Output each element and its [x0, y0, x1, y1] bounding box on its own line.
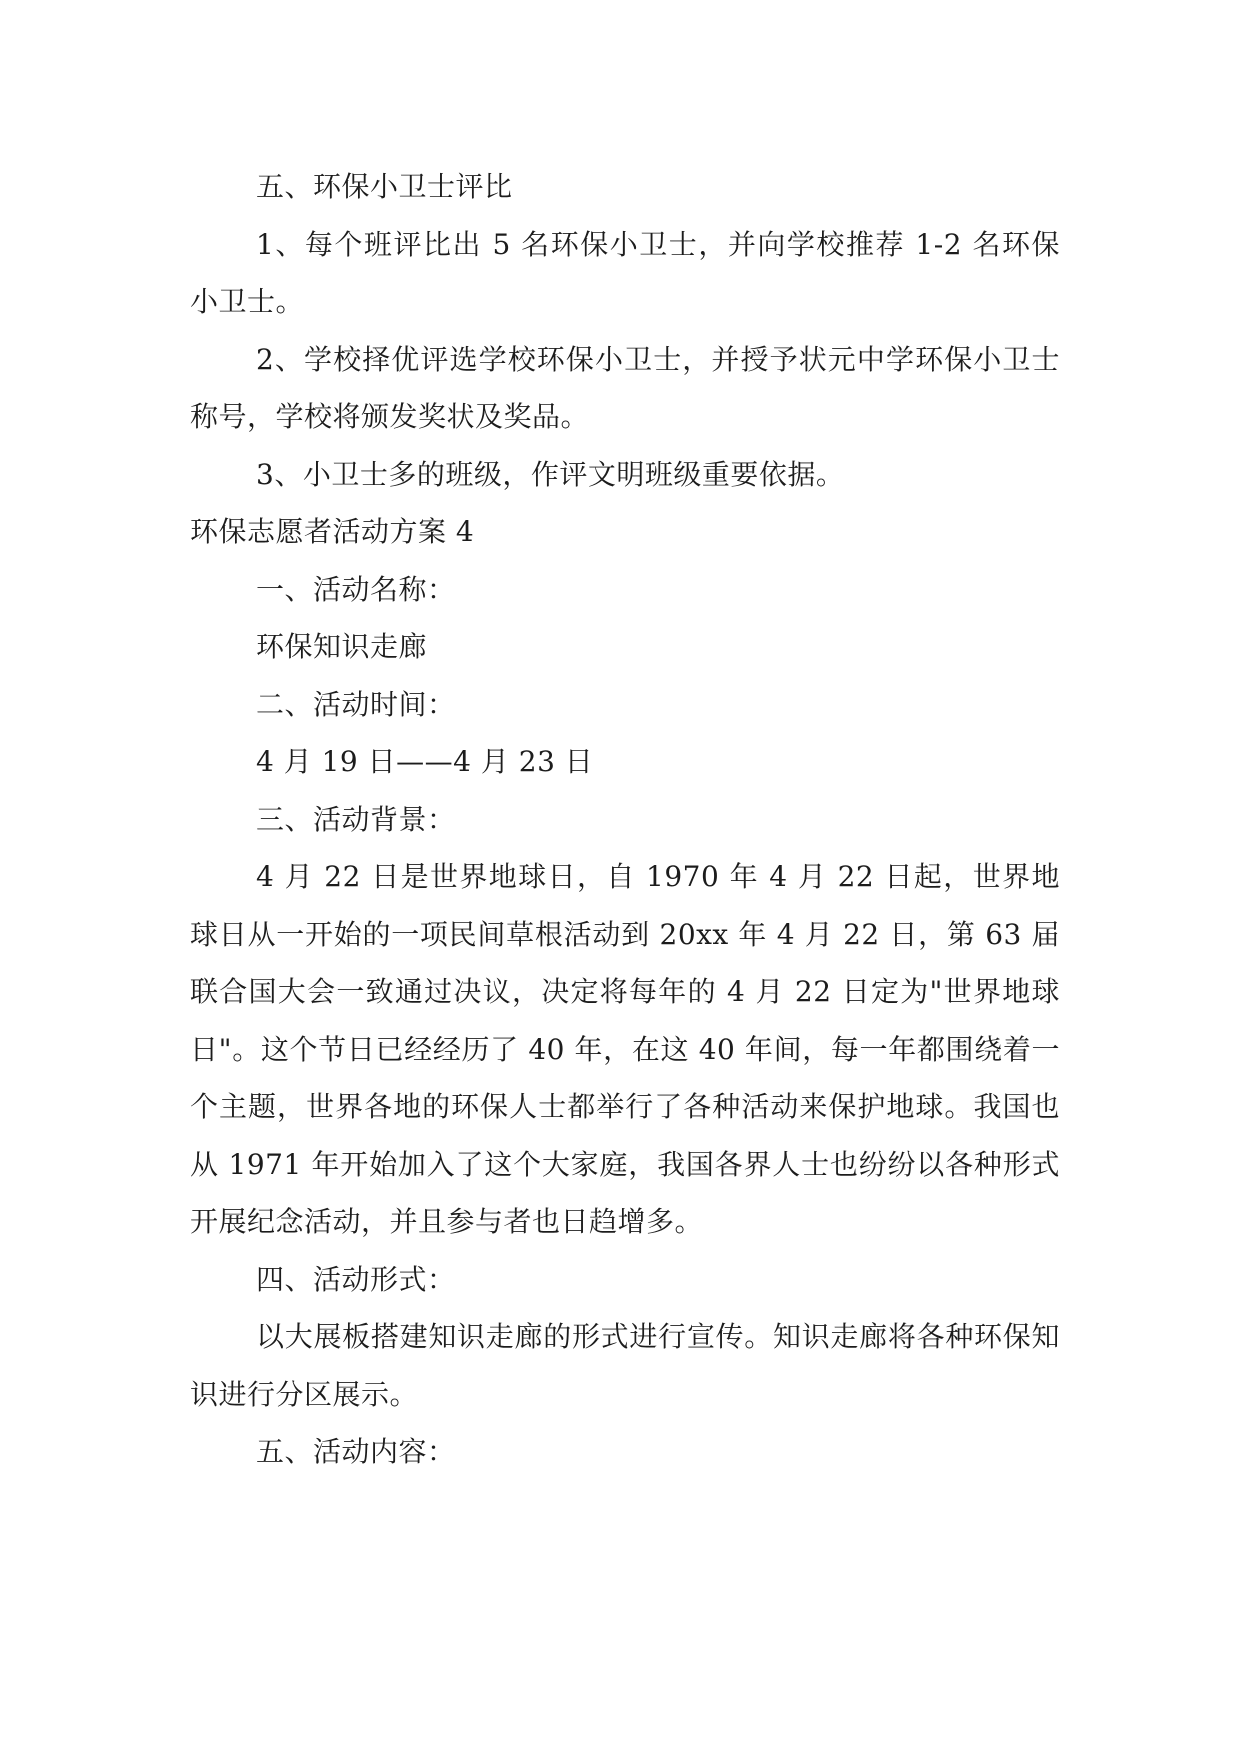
activity-name-value: 环保知识走廊	[256, 630, 428, 663]
activity-format-paragraph: 以大展板搭建知识走廊的形式进行宣传。知识走廊将各种环保知识进行分区展示。	[190, 1320, 1060, 1411]
section-heading-activity-time: 二、活动时间：	[256, 687, 456, 721]
paragraph-item-1: 1、每个班评比出 5 名环保小卫士，并向学校推荐 1-2 名环保小卫士。	[190, 227, 1060, 318]
activity-background-paragraph: 4 月 22 日是世界地球日，自 1970 年 4 月 22 日起，世界地球日从一开始的一项民间草根活动到 20xx 年 4 月 22 日，第 63 届联合国大会一致通过决议，决定将每年的 4 月 22 日定为"世界地球日"。这个节日已经经历了 40 年，在这 40 年间，每一年都围绕着一个主题，世界各地的环保人士都举行了各种活动来保护地球。我国也从 1971 年开始加入了这个大家庭，我国各界人士也纷纷以各种形式开展纪念活动，并且参与者也日趋增多。	[190, 860, 1060, 1238]
document-title: 环保志愿者活动方案 4	[190, 515, 475, 548]
section-heading-activity-name: 一、活动名称：	[256, 572, 456, 606]
document-body	[190, 158, 1060, 1481]
paragraph-item-2: 2、学校择优评选学校环保小卫士，并授予状元中学环保小卫士称号，学校将颁发奖状及奖品。	[190, 342, 1060, 433]
section-heading-activity-content: 五、活动内容：	[256, 1435, 456, 1468]
section-heading-activity-background: 三、活动背景：	[256, 802, 456, 836]
paragraph-item-3: 3、小卫士多的班级，作评文明班级重要依据。	[256, 457, 845, 491]
section-heading-activity-format: 四、活动形式：	[256, 1262, 456, 1296]
activity-time-value: 4 月 19 日——4 月 23 日	[256, 745, 594, 778]
section-heading-eco-guard-selection: 五、环保小卫士评比	[256, 170, 513, 203]
